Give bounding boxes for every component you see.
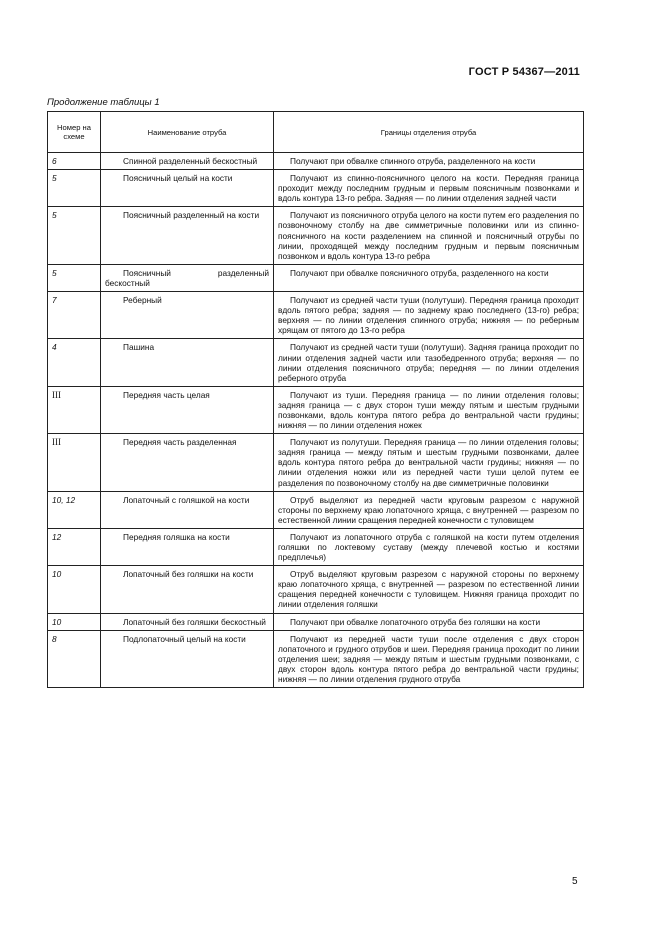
row-number-cell: 12 — [48, 528, 101, 565]
table-body — [48, 153, 584, 688]
cut-name-cell: Подлопаточный целый на кости — [101, 630, 274, 687]
cut-boundaries-cell: Получают при обвалке спинного отруба, разделенного на кости — [274, 153, 584, 170]
table-row — [48, 630, 584, 687]
cut-boundaries-cell: Отруб выделяют из передней части круговым разрезом с наружной стороны по верхнему краю лопаточного хряща, с внутренней — разрезом по естественной линии сращения передней конечности с туловищем — [274, 491, 584, 528]
table-row — [48, 339, 584, 386]
cut-boundaries-cell: Получают из передней части туши после отделения с двух сторон лопаточного и грудного отрубов и шеи. Передняя граница проходит по линии отделения шеи; задняя — между пятым и шестым грудными позвонками, с двух сторон вдоль контура пятого ребра до вентральной части грудины; нижняя — по линии отделения грудного отруба — [274, 630, 584, 687]
table-row — [48, 386, 584, 433]
cut-name-cell: Поясничный целый на кости — [101, 170, 274, 207]
cut-boundaries-cell: Отруб выделяют круговым разрезом с наружной стороны по верхнему краю лопаточного хряща, с внутренней — разрезом по естественной линии сращения передней конечности с туловищем. Нижняя граница проходит по линии отделения голяшки — [274, 566, 584, 613]
table-row — [48, 153, 584, 170]
cut-name-cell: Поясничный разделенный на кости — [101, 207, 274, 264]
cut-name-cell: Пашина — [101, 339, 274, 386]
cut-boundaries-cell: Получают из спинно-поясничного целого на кости. Передняя граница проходит между последним грудным и первым поясничным позвонками и вдоль контура 13-го ребра. Задняя — по линии отделения задней части — [274, 170, 584, 207]
page-number: 5 — [572, 876, 578, 887]
cut-name-cell: Передняя часть целая — [101, 386, 274, 433]
row-number-cell: III — [48, 434, 101, 491]
row-number-cell: 10, 12 — [48, 491, 101, 528]
cut-name-cell: Передняя часть разделенная — [101, 434, 274, 491]
table-row — [48, 292, 584, 339]
cut-name-cell: Лопаточный без голяшки бескостный — [101, 613, 274, 630]
row-number-cell: III — [48, 386, 101, 433]
row-number-cell: 5 — [48, 170, 101, 207]
cut-boundaries-cell: Получают из полутуши. Передняя граница — по линии отделения головы; задняя граница — между пятым и шестым грудными позвонками, далее вдоль контура пятого ребра до вентральной части грудины; нижняя — по линии отделения ножки или из передней части туши целой путем ее разделения по позвоночному столбу на две симметричные половинки — [274, 434, 584, 491]
table-header-row — [48, 112, 584, 153]
row-number-cell: 10 — [48, 566, 101, 613]
table-row — [48, 566, 584, 613]
table-caption: Продолжение таблицы 1 — [47, 97, 160, 108]
row-number-cell: 4 — [48, 339, 101, 386]
row-number-cell: 8 — [48, 630, 101, 687]
cuts-table — [47, 111, 584, 688]
cut-name-cell: Лопаточный без голяшки на кости — [101, 566, 274, 613]
cut-name-cell: Лопаточный с голяшкой на кости — [101, 491, 274, 528]
table-row — [48, 613, 584, 630]
cut-name-cell: Передняя голяшка на кости — [101, 528, 274, 565]
column-header-boundaries: Границы отделения отруба — [274, 112, 584, 153]
row-number-cell: 10 — [48, 613, 101, 630]
cut-name-cell: Реберный — [101, 292, 274, 339]
table-row — [48, 170, 584, 207]
document-code: ГОСТ Р 54367—2011 — [468, 66, 580, 78]
table-row — [48, 434, 584, 491]
table-row — [48, 528, 584, 565]
cut-boundaries-cell: Получают из туши. Передняя граница — по линии отделения головы; задняя граница — с двух сторон туши между пятым и шестым грудными позвонками, вдоль контура пятого ребра до вентральной части грудины; нижняя — по линии отделения ножек — [274, 386, 584, 433]
cut-boundaries-cell: Получают из средней части туши (полутуши). Передняя граница проходит вдоль пятого ребра; задняя — по заднему краю последнего (13-го) ребра; верхняя — по линии отделения спинного отруба; нижняя — по реберным хрящам от пятого до 13-го ребра — [274, 292, 584, 339]
cut-boundaries-cell: Получают при обвалке лопаточного отруба без голяшки на кости — [274, 613, 584, 630]
cut-boundaries-cell: Получают из лопаточного отруба с голяшкой на кости путем отделения голяшки по локтевому суставу (между плечевой костью и костями предплечья) — [274, 528, 584, 565]
column-header-name: Наименование отруба — [101, 112, 274, 153]
cut-name-cell: Спинной разделенный бескостный — [101, 153, 274, 170]
row-number-cell: 5 — [48, 207, 101, 264]
row-number-cell: 6 — [48, 153, 101, 170]
cut-boundaries-cell: Получают при обвалке поясничного отруба, разделенного на кости — [274, 264, 584, 291]
column-header-number: Номер на схеме — [48, 112, 101, 153]
cut-name-cell: Поясничный разделенный бескостный — [101, 264, 274, 291]
table-row — [48, 264, 584, 291]
cut-boundaries-cell: Получают из поясничного отруба целого на кости путем его разделения по позвоночному столбу на две симметричные половинки или из спинно-поясничного на кости разделением на спинной и поясничный отрубы по линии, проходящей между последним грудным и первым поясничным позвонком и вдоль контура 13-го ребра — [274, 207, 584, 264]
table-row — [48, 207, 584, 264]
row-number-cell: 7 — [48, 292, 101, 339]
cut-boundaries-cell: Получают из средней части туши (полутуши). Задняя граница проходит по линии отделения задней части или тазобедренного отруба; верхняя — по линии отделения поясничного отруба; передняя — по линии отделения реберного отруба — [274, 339, 584, 386]
table-row — [48, 491, 584, 528]
row-number-cell: 5 — [48, 264, 101, 291]
